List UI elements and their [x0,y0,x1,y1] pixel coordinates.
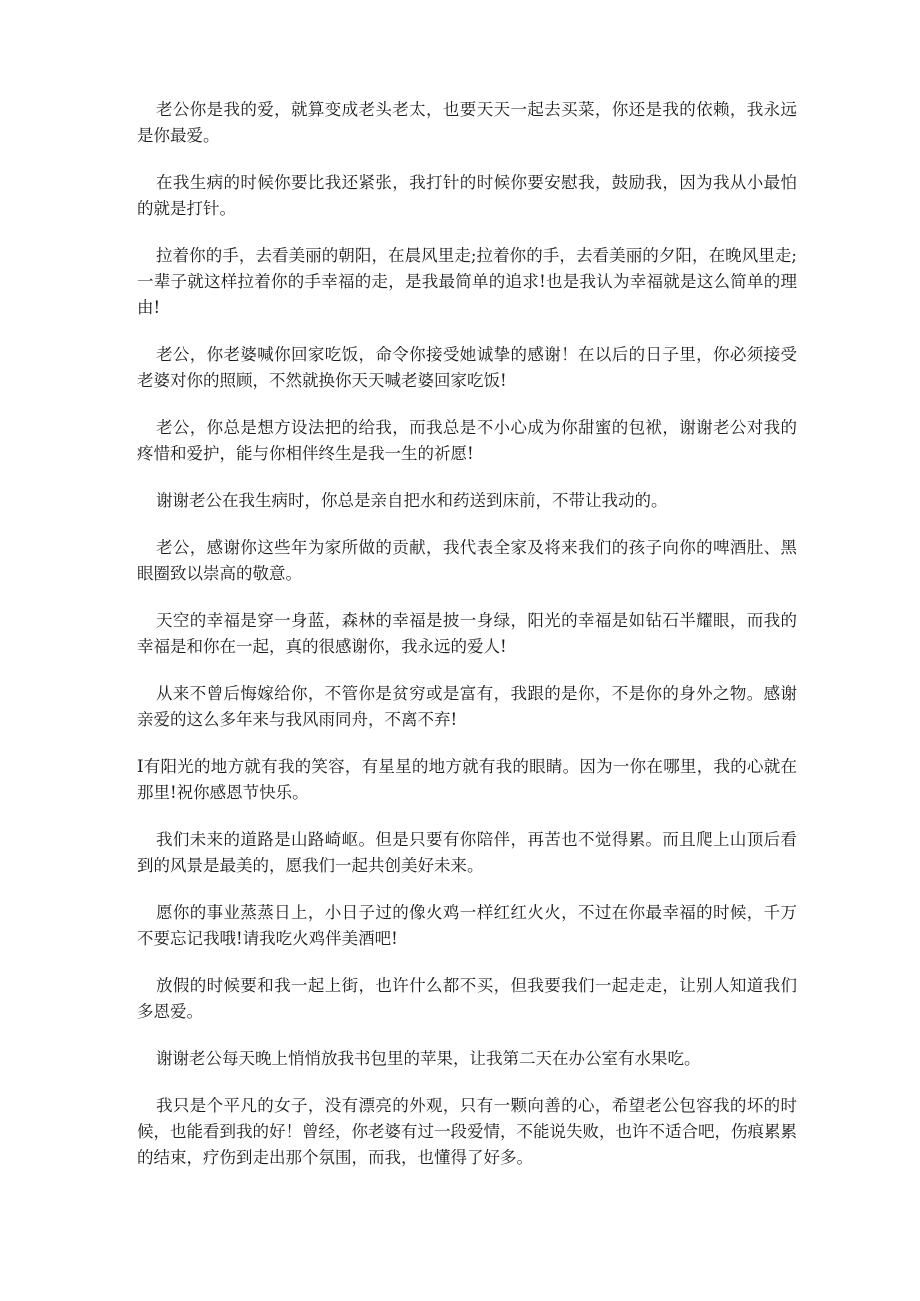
paragraph-11: 我们未来的道路是山路崎岖。但是只要有你陪伴，再苦也不觉得累。而且爬上山顶后看到的风景是最美的，愿我们一起共创美好未来。 [137,830,797,875]
paragraph-3: 拉着你的手，去看美丽的朝阳，在晨风里走;拉着你的手，去看美丽的夕阳，在晚风里走;一辈子就这样拉着你的手幸福的走，是我最简单的追求!也是我认为幸福就是这么简单的理由! [137,246,797,317]
paragraph-13: 放假的时候要和我一起上街，也许什么都不买，但我要我们一起走走，让别人知道我们多恩爱。 [137,976,797,1021]
paragraph-1: 老公你是我的爱，就算变成老头老太，也要天天一起去买菜，你还是我的依赖，我永远是你最爱。 [137,100,797,145]
paragraph-6: 谢谢老公在我生病时，你总是亲自把水和药送到床前，不带让我动的。 [156,491,668,510]
document-body [137,97,797,1192]
paragraph-8: 天空的幸福是穿一身蓝，森林的幸福是披一身绿，阳光的幸福是如钻石半耀眼，而我的幸福是和你在一起，真的很感谢你，我永远的爱人! [137,611,797,656]
paragraph-10: I有阳光的地方就有我的笑容，有星星的地方就有我的眼睛。因为一你在哪里，我的心就在那里!祝你感恩节快乐。 [137,757,797,802]
paragraph-4: 老公，你老婆喊你回家吃饭，命令你接受她诚挚的感谢！在以后的日子里，你必须接受老婆对你的照顾，不然就换你天天喊老婆回家吃饭! [137,345,797,390]
paragraph-2: 在我生病的时候你要比我还紧张，我打针的时候你要安慰我，鼓励我，因为我从小最怕的就是打针。 [137,173,797,218]
paragraph-7: 老公，感谢你这些年为家所做的贡献，我代表全家及将来我们的孩子向你的啤酒肚、黑眼圈致以崇高的敬意。 [137,538,797,583]
paragraph-5: 老公，你总是想方设法把的给我，而我总是不小心成为你甜蜜的包袱，谢谢老公对我的疼惜和爱护，能与你相伴终生是我一生的祈愿! [137,418,797,463]
paragraph-12: 愿你的事业蒸蒸日上，小日子过的像火鸡一样红红火火，不过在你最幸福的时候，千万不要忘记我哦!请我吃火鸡伴美酒吧! [137,903,797,948]
paragraph-9: 从来不曾后悔嫁给你，不管你是贫穷或是富有，我跟的是你，不是你的身外之物。感谢亲爱的这么多年来与我风雨同舟，不离不弃! [137,684,797,729]
paragraph-14: 谢谢老公每天晚上悄悄放我书包里的苹果，让我第二天在办公室有水果吃。 [156,1049,701,1068]
paragraph-15: 我只是个平凡的女子，没有漂亮的外观，只有一颗向善的心，希望老公包容我的坏的时候，也能看到我的好！曾经，你老婆有过一段爱情，不能说失败，也许不适合吧，伤痕累累的结束，疗伤到走出那个氛围，而我，也懂得了好多。 [137,1096,797,1167]
